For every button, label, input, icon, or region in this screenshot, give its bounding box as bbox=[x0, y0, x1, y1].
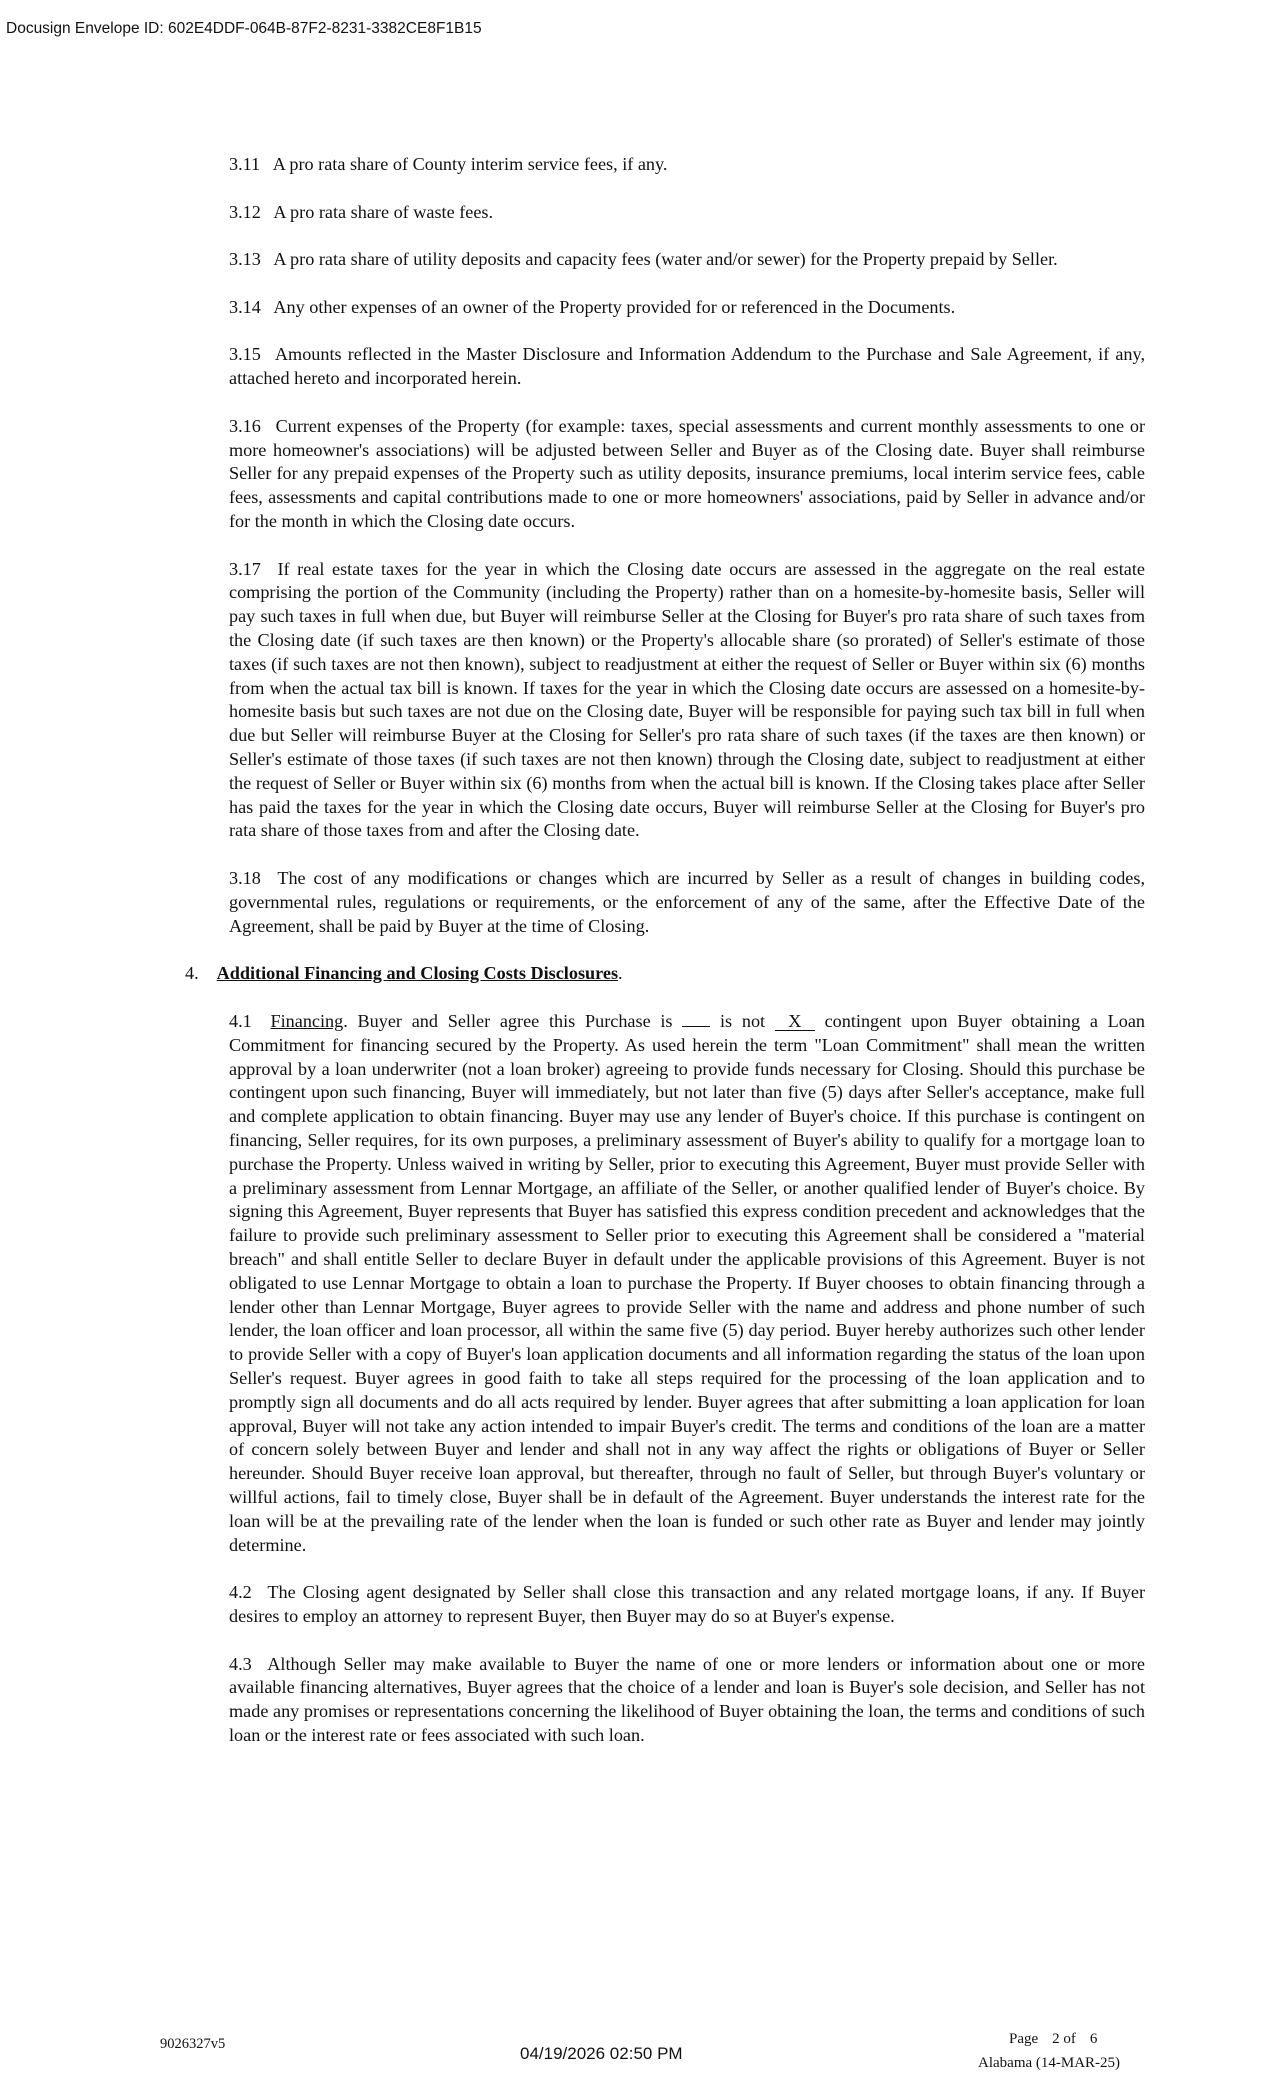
financing-label: Financing bbox=[270, 1011, 344, 1032]
page-indicator bbox=[1009, 2031, 1097, 2048]
clause-text: Although Seller may make available to Buyer the name of one or more lenders or information about one or more available financing alternatives, Buyer agrees that the choice of a lender and loan is Buyer's sole decision, and Seller has not made any promises or representations concerning the likelihood of Buyer obtaining the loan, the terms and conditions of such loan or the interest rate or fees associated with such loan. bbox=[229, 1653, 1145, 1745]
page-total: 6 bbox=[1089, 2031, 1098, 2047]
section-title: Additional Financing and Closing Costs Disclosures bbox=[216, 963, 619, 984]
clause-4-2 bbox=[229, 1581, 1145, 1629]
clause-number: 3.12 bbox=[229, 201, 261, 222]
clause-number: 3.16 bbox=[229, 415, 261, 436]
clause-number: 4.1 bbox=[229, 1011, 252, 1032]
clause-text: The Closing agent designated by Seller shall close this transaction and any related mortgage loans, if any. If Buyer desires to employ an attorney to represent Buyer, then Buyer may do so at Buyer's expense. bbox=[229, 1582, 1146, 1627]
clause-number: 3.14 bbox=[229, 296, 261, 317]
clause-number: 3.17 bbox=[229, 558, 261, 579]
footer-timestamp: 04/19/2026 02:50 PM bbox=[520, 2044, 683, 2063]
clause-3-15 bbox=[229, 343, 1145, 391]
form-identifier: Alabama (14-MAR-25) bbox=[978, 2055, 1121, 2071]
document-code: 9026327v5 bbox=[160, 2036, 226, 2052]
clause-3-12 bbox=[229, 201, 1145, 225]
clause-text: Any other expenses of an owner of the Property provided for or referenced in the Documents. bbox=[273, 296, 956, 317]
clause-4-3 bbox=[229, 1653, 1145, 1748]
clause-4-1 bbox=[229, 1010, 1145, 1557]
clause-text: contingent upon Buyer obtaining a Loan Commitment for financing secured by the Property. As used herein the term "Loan Commitment" shall mean the written approval by a loan underwriter (not a loan broker) agreeing to provide funds necessary for Closing. Should this purchase be contingent upon such financing, Buyer will immediately, but not later than five (5) days after Seller's acceptance, make full and complete application to obtain financing. Buyer may use any lender of Buyer's choice. If this purchase is contingent on financing, Seller requires, for its own purposes, a preliminary assessment of Buyer's ability to qualify for a mortgage loan to purchase the Property. Unless waived in writing by Seller, prior to executing this Agreement, Buyer must provide Seller with a preliminary assessment from Lennar Mortgage, an affiliate of the Seller, or another qualified lender of Buyer's choice. By signing this Agreement, Buyer represents that Buyer has satisfied this express condition precedent and acknowledges that the failure to provide such preliminary assessment to Seller prior to executing this Agreement shall be considered a "material breach" and shall entitle Seller to declare Buyer in default under the applicable provisions of this Agreement. Buyer is not obligated to use Lennar Mortgage to obtain a loan to purchase the Property. If Buyer chooses to obtain financing through a lender other than Lennar Mortgage, Buyer agrees to provide Seller with the name and address and phone number of such lender, the loan officer and loan processor, all within the same five (5) day period. Buyer hereby authorizes such other lender to provide Seller with a copy of Buyer's loan application documents and all information regarding the status of the loan upon Seller's request. Buyer agrees in good faith to take all steps required for the processing of the loan application and to promptly sign all documents and do all acts required by lender. Buyer agrees that after submitting a loan application for loan approval, Buyer will not take any action intended to impair Buyer's credit. The terms and conditions of the loan are a matter of concern solely between Buyer and lender and shall not in any way affect the rights or obligations of Buyer or Seller hereunder. Should Buyer receive loan approval, but thereafter, through no fault of Seller, but through Buyer's voluntary or willful actions, fail to timely close, Buyer shall be in default of the Agreement. Buyer understands the interest rate for the loan will be at the prevailing rate of the lender when the loan is funded or such other rate as Buyer and lender may jointly determine. bbox=[229, 1011, 1146, 1555]
clause-number: 3.11 bbox=[229, 154, 261, 174]
clause-text: A pro rata share of waste fees. bbox=[273, 201, 494, 222]
section-number: 4. bbox=[185, 963, 199, 984]
page-current: 2 of bbox=[1052, 2031, 1076, 2047]
is-contingent-blank bbox=[682, 1012, 710, 1027]
clause-text: The cost of any modifications or changes which are incurred by Seller as a result of changes in building codes, governmental rules, regulations or requirements, or the enforcement of any of the same, after the Effective Date of the Agreement, shall be paid by Buyer at the time of Closing. bbox=[229, 867, 1145, 936]
clause-3-11 bbox=[229, 153, 1145, 177]
clause-number: 3.13 bbox=[229, 249, 261, 270]
clause-number: 3.18 bbox=[229, 867, 261, 888]
clause-3-14 bbox=[229, 296, 1145, 320]
clause-text: Current expenses of the Property (for example: taxes, special assessments and current monthly assessments to one or more homeowner's associations) will be adjusted between Seller and Buyer as of the Closing date. Buyer shall reimburse Seller for any prepaid expenses of the Property such as utility deposits, insurance premiums, local interim service fees, cable fees, assessments and capital contributions made to one or more homeowners' associations, paid by Seller in advance and/or for the month in which the Closing date occurs. bbox=[229, 415, 1146, 531]
clause-text: Amounts reflected in the Master Disclosure and Information Addendum to the Purchase and Sale Agreement, if any, attached hereto and incorporated herein. bbox=[229, 344, 1145, 389]
clause-mid: is not bbox=[710, 1011, 775, 1032]
clause-number: 4.3 bbox=[229, 1653, 252, 1674]
clause-3-16 bbox=[229, 415, 1145, 534]
page-word: Page bbox=[1009, 2031, 1039, 2047]
document-body bbox=[185, 153, 1146, 1772]
clause-text: A pro rata share of County interim service fees, if any. bbox=[272, 154, 668, 174]
section-4-heading bbox=[185, 962, 1101, 986]
clause-number: 4.2 bbox=[229, 1582, 252, 1603]
clause-text: A pro rata share of utility deposits and capacity fees (water and/or sewer) for the Property prepaid by Seller. bbox=[273, 249, 1058, 270]
envelope-id: Docusign Envelope ID: 602E4DDF-064B-87F2-8231-3382CE8F1B15 bbox=[6, 20, 482, 37]
clause-number: 3.15 bbox=[229, 344, 261, 365]
clause-3-18 bbox=[229, 867, 1145, 938]
section-title-suffix: . bbox=[618, 963, 623, 984]
clause-intro: . Buyer and Seller agree this Purchase is bbox=[343, 1011, 683, 1032]
clause-3-17 bbox=[229, 558, 1145, 844]
clause-text: If real estate taxes for the year in which the Closing date occurs are assessed in the aggregate on the real estate comprising the portion of the Community (including the Property) rather than on a homesite-by-homesite basis, Seller will pay such taxes in full when due, but Buyer will reimburse Seller at the Closing for Buyer's pro rata share of such taxes from the Closing date (if such taxes are then known) or the Property's allocable share (so prorated) of Seller's estimate of those taxes (if such taxes are not then known), subject to readjustment at either the request of Seller or Buyer within six (6) months from when the actual tax bill is known. If taxes for the year in which the Closing date occurs are assessed on a homesite-by-homesite basis but such taxes are not due on the Closing date, Buyer will be responsible for paying such tax bill in full when due but Seller will reimburse Buyer at the Closing for Seller's pro rata share of such taxes (if the taxes are then known) or Seller's estimate of those taxes (if such taxes are not then known) through the Closing date, subject to readjustment at either the request of Seller or Buyer within six (6) months from when the actual bill is known. If the Closing takes place after Seller has paid the taxes for the year in which the Closing date occurs, Buyer will reimburse Seller at the Closing for Buyer's pro rata share of those taxes from and after the Closing date. bbox=[229, 558, 1146, 841]
clause-3-13 bbox=[229, 248, 1145, 272]
is-not-contingent-mark: X bbox=[775, 1012, 815, 1031]
